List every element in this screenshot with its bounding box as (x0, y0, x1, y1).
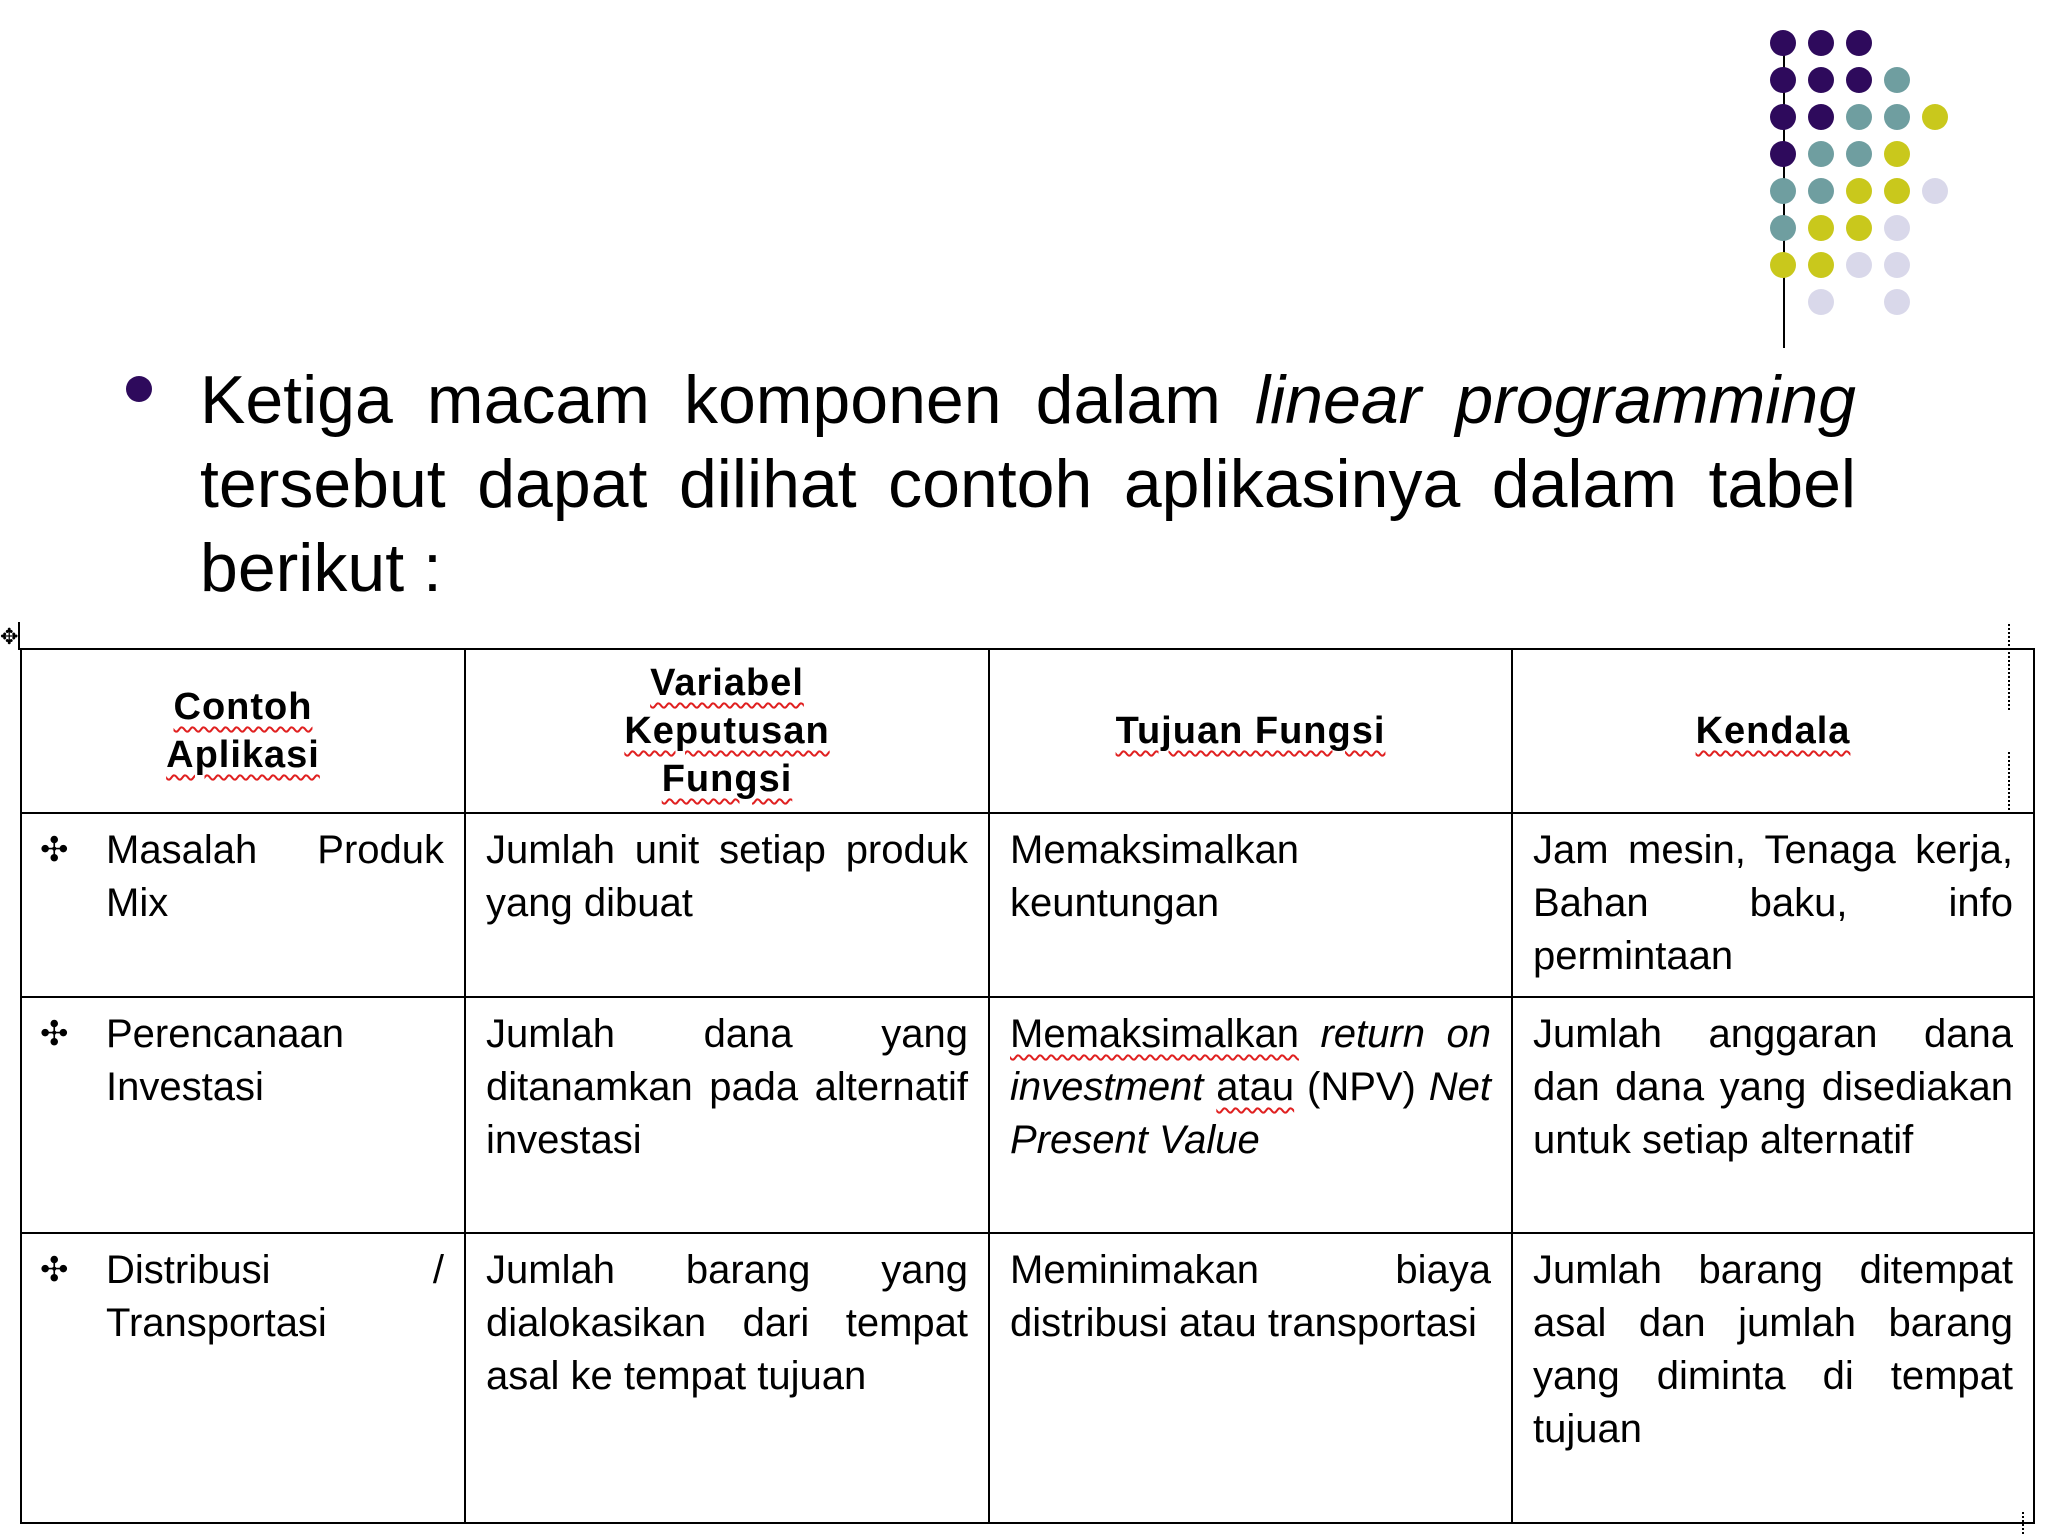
bullet-paragraph (200, 358, 1856, 610)
bullet-icon (126, 376, 152, 402)
decorative-dot (1808, 141, 1834, 167)
objective-function-cell-text: Memaksimalkan keuntungan (1010, 828, 1299, 925)
application-content (40, 824, 444, 930)
decorative-dot (1770, 141, 1796, 167)
table-row (21, 813, 2034, 997)
decorative-dot (1846, 30, 1872, 56)
application-content (40, 1244, 444, 1350)
decorative-dot (1884, 104, 1910, 130)
diamond-bullet-icon: ✣ (40, 831, 69, 869)
objective-function-cell-text: (NPV) (1294, 1065, 1429, 1109)
application-text: Masalah Produk Mix (106, 828, 444, 925)
decorative-dot (1846, 252, 1872, 278)
constraint-cell (1512, 997, 2034, 1233)
decorative-dot (1846, 104, 1872, 130)
decorative-dot (1808, 252, 1834, 278)
table-move-handle-icon[interactable]: ✥ (0, 624, 19, 649)
constraint-cell (1512, 1233, 2034, 1523)
decorative-dot (1770, 67, 1796, 93)
column-header-text: Aplikasi (166, 734, 320, 776)
column-header-text: Contoh (173, 686, 313, 728)
objective-function-cell-text: Meminimakan biaya distribusi atau transportasi (1010, 1248, 1491, 1345)
constraint-text: Jam mesin, Tenaga kerja, Bahan baku, info permintaan (1533, 828, 2013, 978)
table-edge-marker (18, 622, 20, 650)
table-header-row (21, 649, 2034, 813)
application-text: Perencanaan Investasi (106, 1012, 344, 1109)
decorative-dot (1884, 289, 1910, 315)
decision-variable-cell (465, 1233, 989, 1523)
decorative-dot (1884, 141, 1910, 167)
objective-function-cell-text: Memaksimalkan (1010, 1012, 1299, 1056)
decorative-dot (1884, 178, 1910, 204)
decorative-dot-grid (1770, 30, 2010, 350)
objective-function-cell (989, 1233, 1512, 1523)
objective-function-cell (989, 813, 1512, 997)
decorative-dot (1770, 104, 1796, 130)
table-row (21, 997, 2034, 1233)
column-header (465, 649, 989, 813)
decorative-dot (1922, 178, 1948, 204)
column-header-text: Variabel (650, 662, 804, 704)
decorative-dot (1884, 67, 1910, 93)
constraint-cell (1512, 813, 2034, 997)
decorative-dot (1808, 67, 1834, 93)
decision-variable-cell-text: Jumlah barang yang dialokasikan dari tempat asal ke tempat tujuan (486, 1248, 968, 1398)
column-header-text: Fungsi (661, 758, 793, 800)
objective-function-cell-text: Net Present Value (1010, 1065, 1491, 1162)
decision-variable-cell (465, 997, 989, 1233)
decorative-dot (1846, 141, 1872, 167)
column-header-text: Tujuan Fungsi (1115, 710, 1386, 752)
bullet-text-segment: Ketiga macam komponen dalam (200, 362, 1255, 438)
decorative-dot (1808, 178, 1834, 204)
application-cell (21, 813, 465, 997)
diamond-bullet-icon: ✣ (40, 1015, 69, 1053)
decorative-dot (1770, 178, 1796, 204)
objective-function-cell-text: return on investment (1010, 1012, 1491, 1109)
column-header (21, 649, 465, 813)
column-header (1512, 649, 2034, 813)
objective-function-cell-text (1299, 1012, 1321, 1056)
objective-function-cell-text (1203, 1065, 1216, 1109)
constraint-text: Jumlah barang ditempat asal dan jumlah barang yang diminta di tempat tujuan (1533, 1248, 2013, 1451)
application-content (40, 1008, 444, 1114)
constraint-text: Jumlah anggaran dana dan dana yang disediakan untuk setiap alternatif (1533, 1012, 2013, 1162)
bullet-text-italic: linear programming (1254, 362, 1856, 438)
decorative-dot (1846, 178, 1872, 204)
objective-function-cell-text: atau (1216, 1065, 1295, 1109)
application-text: Distribusi / Transportasi (106, 1248, 444, 1345)
column-header (989, 649, 1512, 813)
decorative-dot (1808, 30, 1834, 56)
decorative-dot (1922, 104, 1948, 130)
objective-function-cell (989, 997, 1512, 1233)
decision-variable-cell-text: Jumlah dana yang ditanamkan pada alternatif investasi (486, 1012, 968, 1162)
decorative-dot (1884, 252, 1910, 278)
bullet-text-segment: tersebut dapat dilihat contoh aplikasinya dalam tabel berikut : (200, 446, 1856, 606)
decorative-dot (1770, 215, 1796, 241)
application-table (20, 648, 2035, 1524)
decision-variable-cell (465, 813, 989, 997)
application-cell (21, 1233, 465, 1523)
table-row (21, 1233, 2034, 1523)
decorative-dot (1884, 215, 1910, 241)
decorative-dot (1846, 67, 1872, 93)
application-cell (21, 997, 465, 1233)
decorative-dot (1770, 252, 1796, 278)
decorative-dot (1808, 104, 1834, 130)
decorative-dot (1808, 289, 1834, 315)
column-header-text: Keputusan (624, 710, 830, 752)
decision-variable-cell-text: Jumlah unit setiap produk yang dibuat (486, 828, 968, 925)
decorative-dot (1846, 215, 1872, 241)
column-header-text: Kendala (1695, 710, 1851, 752)
decorative-dot (1770, 30, 1796, 56)
diamond-bullet-icon: ✣ (40, 1251, 69, 1289)
decorative-dot (1808, 215, 1834, 241)
